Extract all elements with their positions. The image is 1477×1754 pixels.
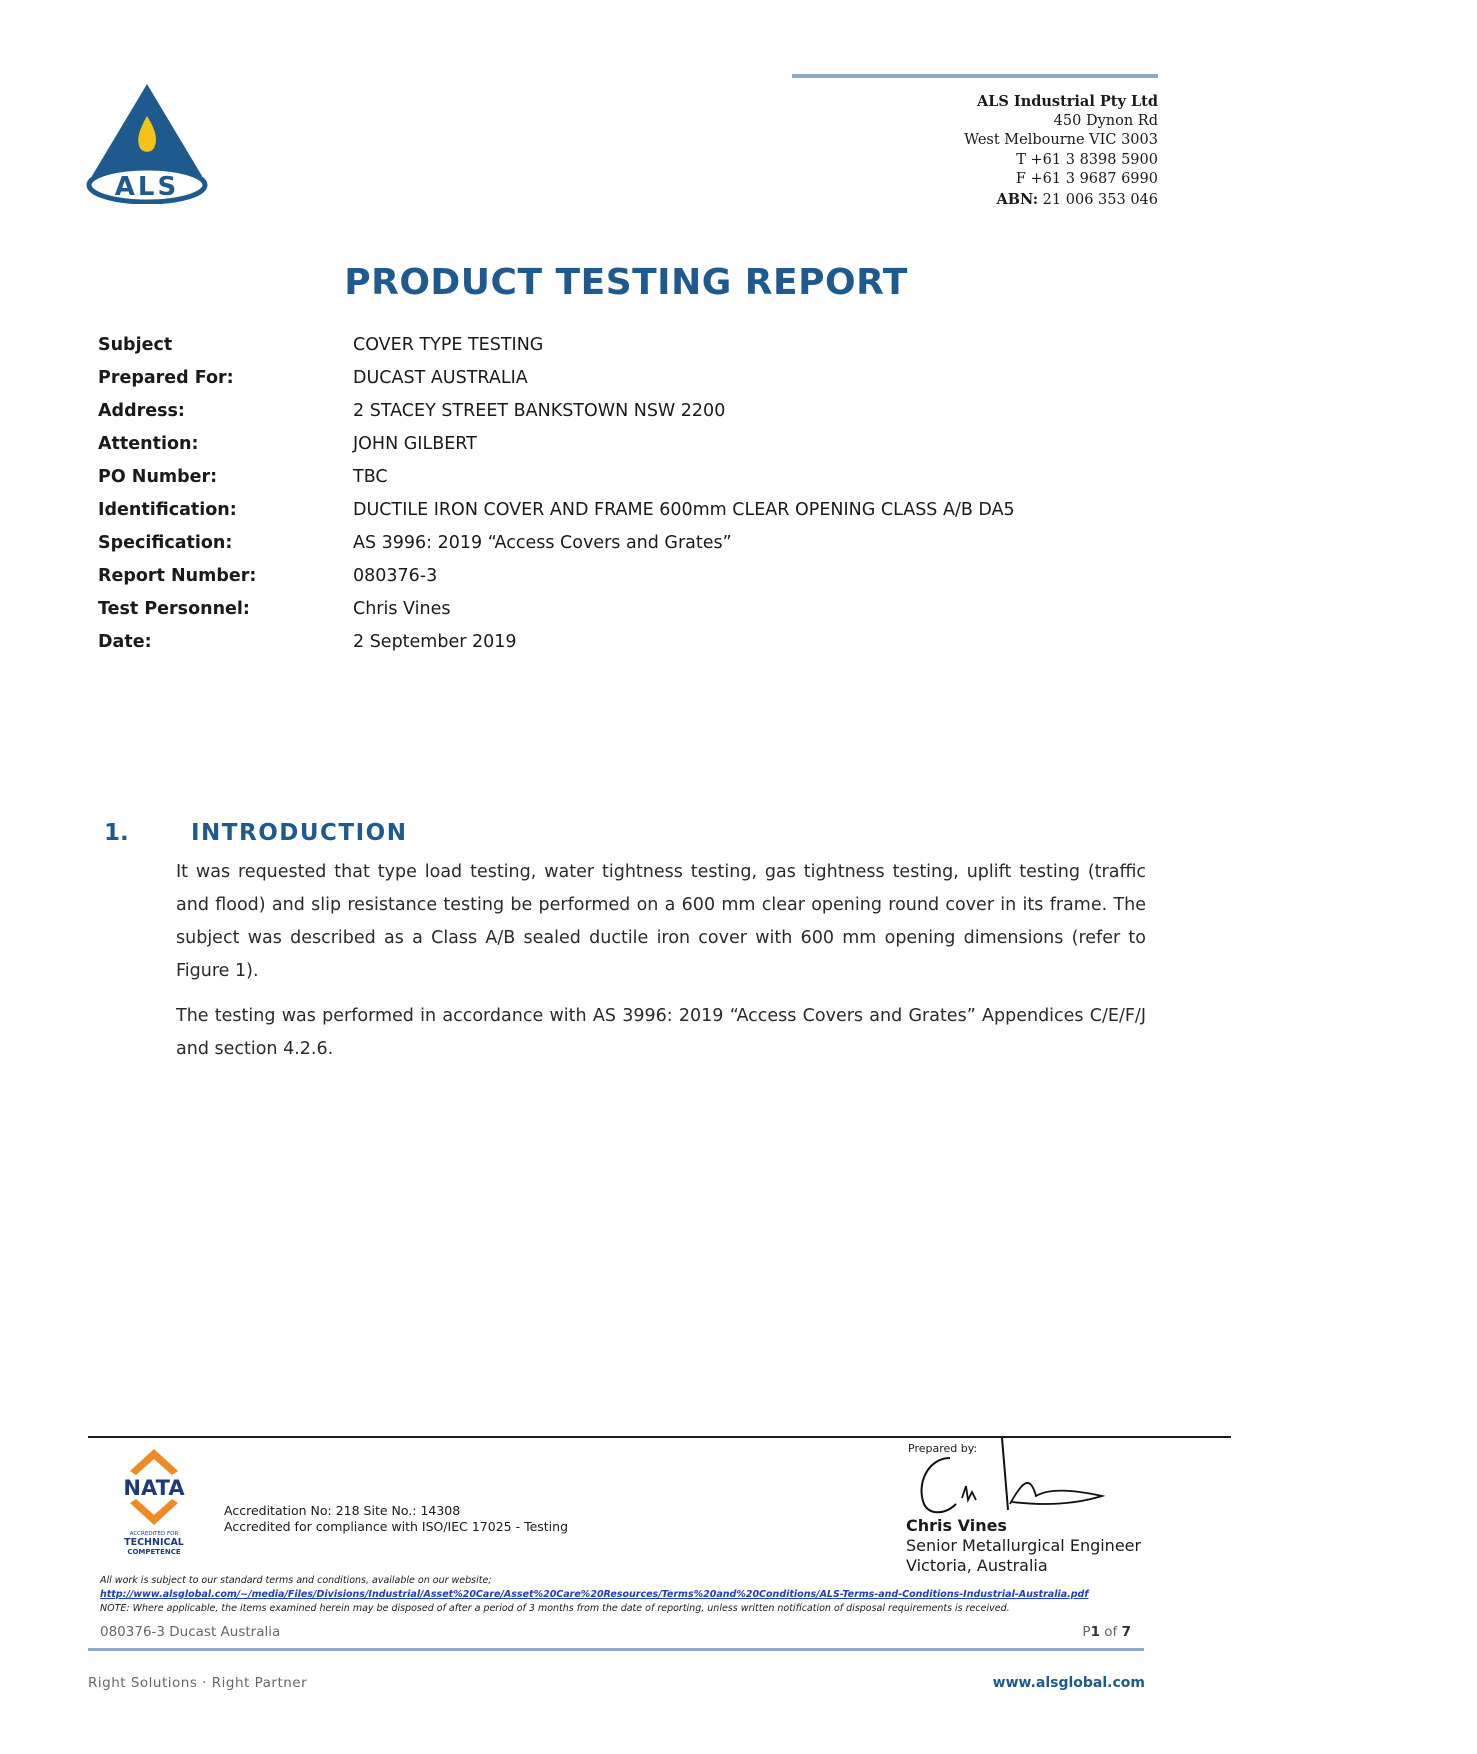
- section-title: INTRODUCTION: [191, 820, 408, 846]
- website-link[interactable]: www.alsglobal.com: [992, 1675, 1145, 1691]
- detail-label: Attention:: [98, 433, 199, 454]
- accreditation-compliance: Accredited for compliance with ISO/IEC 17025 - Testing: [224, 1519, 569, 1534]
- company-fax: F +61 3 9687 6990: [1015, 171, 1158, 187]
- detail-label: PO Number:: [98, 466, 218, 487]
- nata-sub3: COMPETENCE: [127, 1548, 181, 1556]
- detail-row: [98, 460, 1098, 493]
- detail-row: [98, 526, 1098, 559]
- detail-label: Prepared For:: [98, 367, 234, 388]
- abn-value: 21 006 353 046: [1038, 191, 1158, 208]
- detail-row: [98, 559, 1098, 592]
- detail-label: Subject: [98, 334, 173, 355]
- detail-row: [98, 361, 1098, 394]
- terms-link[interactable]: http://www.alsglobal.com/~/media/Files/Divisions/Industrial/Asset%20Care/Asset%20Care%20Resources/Terms%20and%20Conditions/ALS-Terms-and-Conditions-Industrial-Australia.pdf: [100, 1589, 1089, 1600]
- company-city: West Melbourne VIC 3003: [964, 132, 1158, 148]
- detail-label: Specification:: [98, 532, 233, 553]
- accreditation-info: [224, 1503, 568, 1535]
- paragraph: It was requested that type load testing, water tightness testing, gas tightness testing, uplift testing (traffic and flood) and slip resistance testing be performed on a 600 mm clear opening round cover in its frame. The subject was described as a Class A/B sealed ductile iron cover with 600 mm opening dimensions (refer to Figure 1).: [176, 862, 1146, 981]
- signer-block: [906, 1516, 1141, 1576]
- terms-block: [100, 1574, 1120, 1616]
- company-abn: [964, 190, 1158, 211]
- signer-title: Senior Metallurgical Engineer: [906, 1536, 1142, 1555]
- header-rule: [792, 74, 1158, 78]
- page-prefix: P: [1082, 1624, 1091, 1640]
- signer-name: Chris Vines: [906, 1516, 1007, 1535]
- detail-value: 2 September 2019: [353, 631, 517, 652]
- company-name: ALS Industrial Pty Ltd: [976, 93, 1158, 110]
- terms-text: All work is subject to our standard terms and conditions, available on our website;: [100, 1575, 492, 1586]
- bottom-rule: [88, 1648, 1144, 1651]
- company-street: 450 Dynon Rd: [1053, 112, 1158, 129]
- detail-value: DUCTILE IRON COVER AND FRAME 600mm CLEAR OPENING CLASS A/B DA5: [353, 499, 1015, 520]
- document-reference: 080376-3 Ducast Australia: [100, 1624, 281, 1640]
- page-number: [1082, 1624, 1131, 1640]
- als-logo: [86, 82, 208, 204]
- detail-value: 2 STACEY STREET BANKSTOWN NSW 2200: [353, 400, 726, 421]
- page-current: 1: [1090, 1624, 1100, 1640]
- detail-row: [98, 493, 1098, 526]
- detail-label: Date:: [98, 631, 152, 652]
- detail-label: Identification:: [98, 499, 237, 520]
- report-details: [98, 328, 1098, 658]
- abn-label: ABN:: [996, 190, 1039, 208]
- nata-sub2: TECHNICAL: [124, 1537, 184, 1548]
- report-title: PRODUCT TESTING REPORT: [344, 262, 908, 303]
- nata-text: NATA: [123, 1476, 185, 1500]
- page-of: of: [1099, 1624, 1122, 1640]
- detail-row: [98, 427, 1098, 460]
- accreditation-number: Accreditation No: 218 Site No.: 14308: [224, 1503, 461, 1518]
- company-phone: T +61 3 8398 5900: [1016, 151, 1158, 168]
- detail-label: Address:: [98, 400, 185, 421]
- prepared-by-label: Prepared by:: [908, 1442, 978, 1455]
- detail-label: Test Personnel:: [98, 598, 250, 619]
- disposal-note: NOTE: Where applicable, the items examined herein may be disposed of after a period of 3 months from the date of reporting, unless written notification of disposal requirements is received.: [100, 1603, 1010, 1614]
- detail-value: COVER TYPE TESTING: [353, 334, 544, 355]
- detail-value: TBC: [353, 466, 388, 487]
- detail-row: [98, 592, 1098, 625]
- signer-location: Victoria, Australia: [906, 1556, 1048, 1575]
- section-number: 1.: [104, 820, 129, 846]
- section-body: [176, 856, 1146, 1078]
- tagline: Right Solutions · Right Partner: [88, 1675, 308, 1691]
- detail-row: [98, 328, 1098, 361]
- detail-value: 080376-3: [353, 565, 438, 586]
- detail-value: Chris Vines: [353, 598, 451, 619]
- page-total: 7: [1121, 1624, 1131, 1640]
- company-address: [964, 92, 1158, 210]
- logo-text: ALS: [114, 172, 180, 202]
- detail-value: DUCAST AUSTRALIA: [353, 367, 528, 388]
- detail-value: AS 3996: 2019 “Access Covers and Grates”: [353, 532, 732, 553]
- detail-row: [98, 625, 1098, 658]
- paragraph: The testing was performed in accordance with AS 3996: 2019 “Access Covers and Grates” Appendices C/E/F/J and section 4.2.6.: [176, 1006, 1146, 1059]
- nata-sub1: ACCREDITED FOR: [129, 1531, 179, 1537]
- nata-logo: [116, 1447, 192, 1559]
- detail-row: [98, 394, 1098, 427]
- detail-label: Report Number:: [98, 565, 257, 586]
- detail-value: JOHN GILBERT: [353, 433, 477, 454]
